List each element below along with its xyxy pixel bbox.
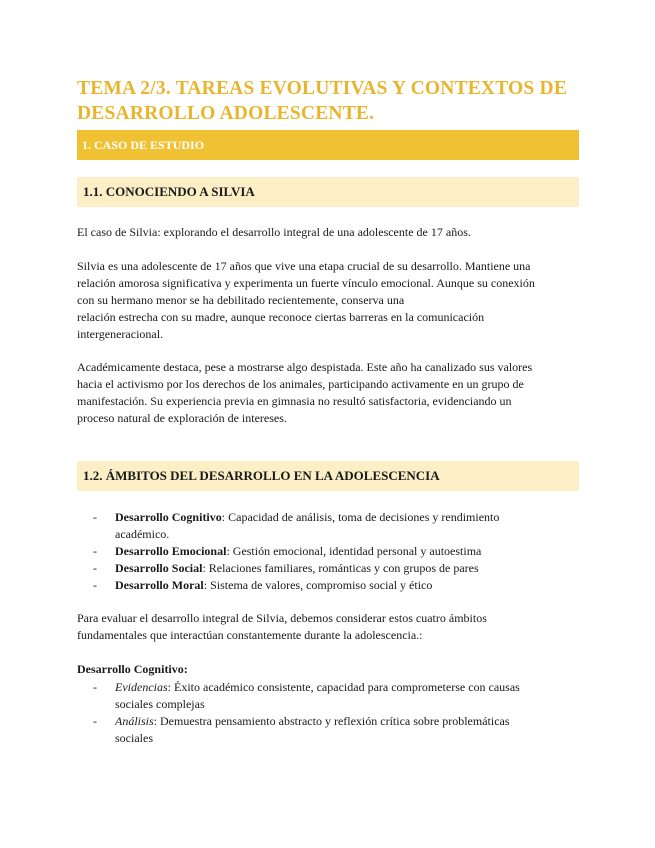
list-item [77, 679, 579, 713]
text-line: fundamentales que interactúan constantemente durante la adolescencia.: [77, 628, 423, 642]
text-line: manifestación. Su experiencia previa en gimnasia no resultó satisfactoria, evidenciando un [77, 394, 512, 408]
text-line: El caso de Silvia: explorando el desarrollo integral de una adolescente de 17 años. [77, 225, 471, 239]
list-item [77, 713, 579, 747]
list-item [77, 543, 579, 560]
text-line: hacia el activismo por los derechos de los animales, participando activamente en un grupo de [77, 377, 524, 391]
list-item-term: Desarrollo Social [115, 561, 203, 575]
text-line: relación amorosa significativa y experimenta un fuerte vínculo emocional. Aunque su conexión [77, 276, 535, 290]
list-item-label: Evidencias [115, 680, 168, 694]
list-item-text: académico. [115, 527, 170, 541]
text-line: intergeneracional. [77, 327, 164, 341]
text-line: Académicamente destaca, pese a mostrarse algo despistada. Este año ha canalizado sus valores [77, 360, 533, 374]
list-item [77, 577, 579, 594]
list-item-text: : Sistema de valores, compromiso social y ético [203, 578, 433, 592]
list-item-text: : Éxito académico consistente, capacidad para comprometerse con causas [167, 680, 520, 694]
list-item [77, 560, 579, 577]
title-line: TEMA 2/3. TAREAS EVOLUTIVAS Y CONTEXTOS DE [77, 78, 568, 99]
list-item-term: Desarrollo Moral [115, 578, 204, 592]
list-item [77, 509, 579, 543]
text-line: relación estrecha con su madre, aunque reconoce ciertas barreras en la comunicación [77, 310, 485, 324]
list-item-text: : Gestión emocional, identidad personal y autoestima [226, 544, 482, 558]
text-line: Silvia es una adolescente de 17 años que vive una etapa crucial de su desarrollo. Mantiene una [77, 259, 531, 273]
text-line: proceso natural de exploración de intereses. [77, 411, 287, 425]
list-item-text: sociales [115, 731, 153, 745]
list-item-label: Análisis [115, 714, 154, 728]
evaluation-paragraph [77, 610, 579, 644]
list-item-term: Desarrollo Emocional [115, 544, 227, 558]
subsection-heading-ambitos-del-desarrollo: 1.2. ÁMBITOS DEL DESARROLLO EN LA ADOLESCENCIA [77, 461, 579, 491]
intro-paragraph [77, 224, 579, 241]
list-item-text: : Capacidad de análisis, toma de decisiones y rendimiento [221, 510, 500, 524]
academic-paragraph [77, 359, 579, 427]
domains-list [77, 509, 579, 594]
section-heading-caso-de-estudio: 1. CASO DE ESTUDIO [77, 130, 579, 160]
list-item-term: Desarrollo Cognitivo [115, 510, 222, 524]
silvia-profile-paragraph [77, 258, 579, 343]
cognitive-list [77, 679, 579, 747]
list-item-text: : Demuestra pensamiento abstracto y reflexión crítica sobre problemáticas [153, 714, 510, 728]
text-line: Para evaluar el desarrollo integral de Silvia, debemos considerar estos cuatro ámbitos [77, 611, 487, 625]
list-item-text: sociales complejas [115, 697, 205, 711]
title-line: DESARROLLO ADOLESCENTE. [77, 103, 375, 124]
text-line: con su hermano menor se ha debilitado recientemente, conserva una [77, 293, 405, 307]
subsection-heading-conociendo-a-silvia: 1.1. CONOCIENDO A SILVIA [77, 177, 579, 207]
list-item-text: : Relaciones familiares, románticas y con grupos de pares [202, 561, 479, 575]
cognitive-heading: Desarrollo Cognitivo: [77, 662, 188, 676]
page-title [77, 76, 579, 126]
